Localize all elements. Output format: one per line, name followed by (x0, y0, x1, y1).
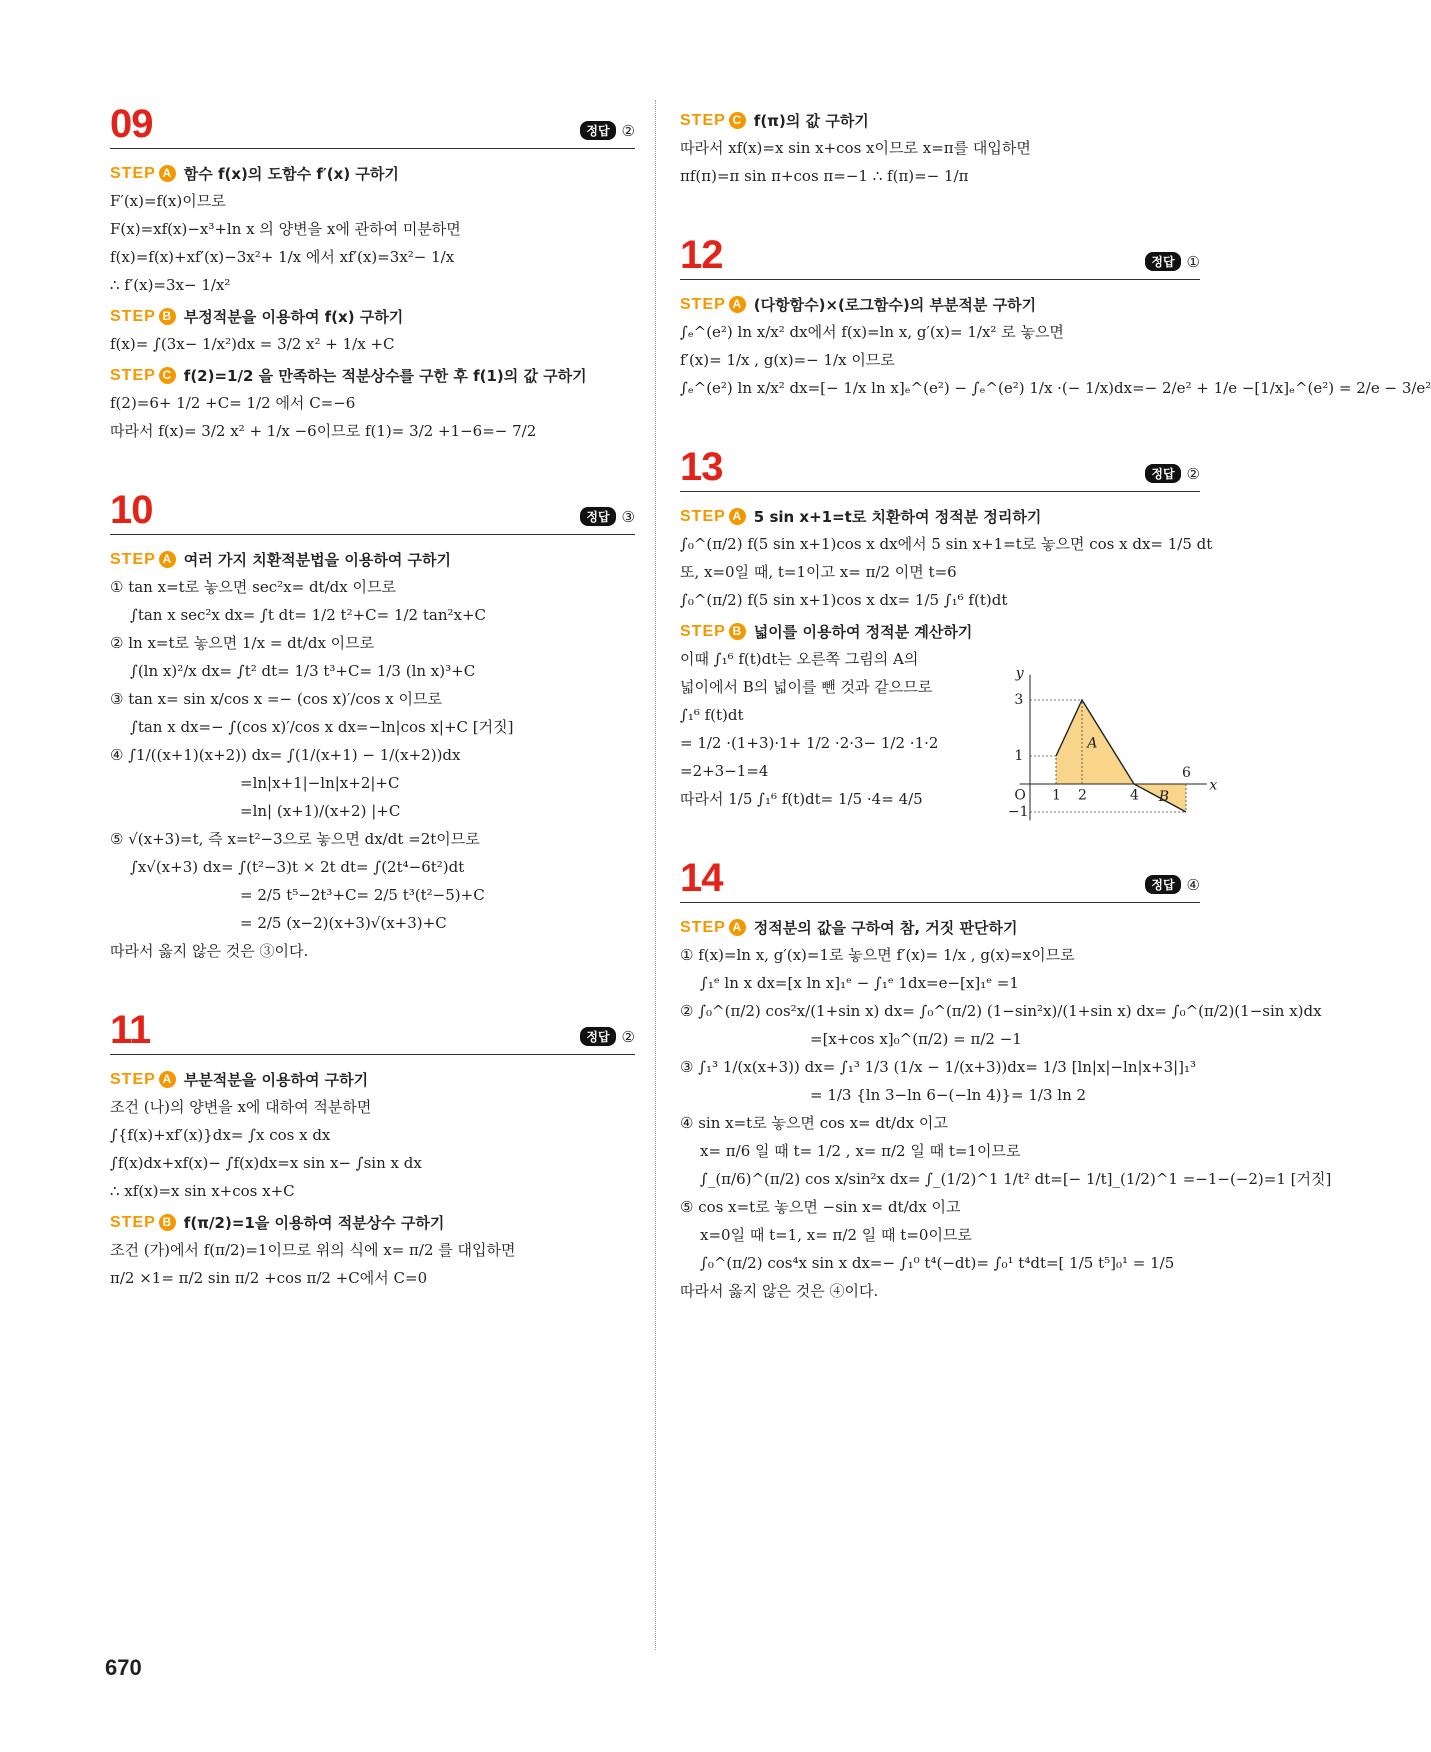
column-divider (655, 100, 656, 1650)
solution-line: = 1/2 ·(1+3)·1+ 1/2 ·2·3− 1/2 ·1·2 (680, 734, 939, 752)
step-letter: A (729, 296, 746, 313)
step-label (680, 296, 746, 314)
answer-value: ② (1186, 464, 1200, 483)
solution-line: ⑤ cos x=t로 놓으면 −sin x= dt/dx 이고 (680, 1198, 961, 1216)
solution-line: πf(π)=π sin π+cos π=−1 ∴ f(π)=− 1/π (680, 167, 969, 185)
solution-line: ∫x√(x+3) dx= ∫(t²−3)t × 2t dt= ∫(2t⁴−6t²)dt (130, 858, 465, 876)
solution-line: ∫_(π/6)^(π/2) cos x/sin²x dx= ∫_(1/2)^1 1/t² dt=[− 1/t]_(1/2)^1 =−1−(−2)=1 [거짓] (700, 1170, 1332, 1188)
x-axis-label: x (1209, 777, 1218, 794)
step-title: 부정적분을 이용하여 f(x) 구하기 (183, 308, 404, 326)
problem-12 (680, 231, 1431, 443)
problem-spacer (680, 193, 1200, 231)
solution-line: =ln|x+1|−ln|x+2|+C (240, 774, 400, 792)
solution-line: 따라서 1/5 ∫₁⁶ f(t)dt= 1/5 ·4= 4/5 (680, 790, 923, 808)
solution-line: 따라서 xf(x)=x sin x+cos x이므로 x=π를 대입하면 (680, 139, 1031, 157)
answer-box (580, 121, 635, 140)
solution-line: f(2)=6+ 1/2 +C= 1/2 에서 C=−6 (110, 394, 356, 412)
answer-box (580, 1027, 635, 1046)
step-heading (110, 1212, 635, 1233)
solution-line: F(x)=xf(x)−x³+ln x 의 양변을 x에 관하여 미분하면 (110, 220, 461, 238)
step-title: 부분적분을 이용하여 구하기 (183, 1071, 369, 1089)
problem-number: 10 (110, 488, 153, 532)
step-heading (680, 506, 1200, 527)
solution-line: f′(x)= 1/x , g(x)=− 1/x 이므로 (680, 351, 895, 369)
problem-11 (110, 1006, 635, 1289)
step-label (110, 367, 176, 385)
y-tick: −1 (1007, 804, 1029, 821)
region-a-label: A (1087, 735, 1098, 752)
solution-line: ② ∫₀^(π/2) cos²x/(1+sin x) dx= ∫₀^(π/2) (1−sin²x)/(1+sin x) dx= ∫₀^(π/2)(1−sin x)dx (680, 1002, 1322, 1020)
problem-header (680, 231, 1200, 280)
step-label (680, 623, 746, 641)
problem-header (110, 1006, 635, 1055)
problem-header (110, 100, 635, 149)
answer-value: ③ (621, 507, 635, 526)
solution-line: ∫₀^(π/2) cos⁴x sin x dx=− ∫₁⁰ t⁴(−dt)= ∫₀¹ t⁴dt=[ 1/5 t⁵]₀¹ = 1/5 (700, 1254, 1175, 1272)
step-heading (110, 163, 635, 184)
x-tick: 2 (1078, 787, 1087, 804)
step-letter: A (159, 551, 176, 568)
solution-line: ∴ f′(x)=3x− 1/x² (110, 276, 231, 294)
step-word: STEP (110, 550, 156, 568)
y-tick: 1 (1014, 748, 1024, 765)
step-word: STEP (110, 366, 156, 384)
origin-label: O (1014, 787, 1026, 804)
solution-line: 넓이에서 B의 넓이를 뺀 것과 같으므로 (680, 678, 933, 696)
y-axis-label: y (1015, 665, 1024, 682)
step-letter: A (159, 165, 176, 182)
solution-line: ① f(x)=ln x, g′(x)=1로 놓으면 f′(x)= 1/x , g(x)=x이므로 (680, 946, 1075, 964)
solution-line: ∫{f(x)+xf′(x)}dx= ∫x cos x dx (110, 1126, 331, 1144)
step-letter: A (159, 1071, 176, 1088)
problem-number: 14 (680, 856, 723, 900)
solution-line: =[x+cos x]₀^(π/2) = π/2 −1 (810, 1030, 1022, 1048)
solution-line: ③ ∫₁³ 1/(x(x+3)) dx= ∫₁³ 1/3 (1/x − 1/(x+3))dx= 1/3 [ln|x|−ln|x+3|]₁³ (680, 1058, 1197, 1076)
step-label (110, 1071, 176, 1089)
answer-box (1145, 252, 1200, 271)
step-heading (680, 294, 1200, 315)
problem-14 (680, 854, 1332, 1302)
step-word: STEP (110, 1070, 156, 1088)
solution-line: x= π/6 일 때 t= 1/2 , x= π/2 일 때 t=1이므로 (700, 1142, 1021, 1160)
solution-line: ∫₁ᵉ ln x dx=[x ln x]₁ᵉ − ∫₁ᵉ 1dx=e−[x]₁ᵉ =1 (700, 974, 1019, 992)
solution-line: ∫₀^(π/2) f(5 sin x+1)cos x dx= 1/5 ∫₁⁶ f(t)dt (680, 591, 1008, 609)
solution-line: ∫tan x sec²x dx= ∫t dt= 1/2 t²+C= 1/2 tan²x+C (130, 606, 487, 624)
step-label (680, 919, 746, 937)
answer-box (1145, 875, 1200, 894)
graph-svg (990, 665, 1218, 826)
step-title: f(π/2)=1을 이용하여 적분상수 구하기 (183, 1214, 445, 1232)
solution-line: =ln| (x+1)/(x+2) |+C (240, 802, 401, 820)
y-tick: 3 (1014, 692, 1024, 709)
region-b-label: B (1158, 788, 1169, 805)
solution-line: ④ sin x=t로 놓으면 cos x= dt/dx 이고 (680, 1114, 948, 1132)
step-heading (680, 621, 1200, 642)
problem-spacer (110, 968, 635, 1006)
solution-line: = 1/3 {ln 3−ln 6−(−ln 4)}= 1/3 ln 2 (810, 1086, 1087, 1104)
problem-number: 11 (110, 1008, 151, 1052)
x-tick: 4 (1130, 787, 1139, 804)
solution-line: = 2/5 t⁵−2t³+C= 2/5 t³(t²−5)+C (240, 886, 485, 904)
solution-line: ∫(ln x)²/x dx= ∫t² dt= 1/3 t³+C= 1/3 (ln x)³+C (130, 662, 476, 680)
problem-number: 09 (110, 102, 153, 146)
problem-13 (680, 443, 1218, 854)
solution-line: f(x)= ∫(3x− 1/x²)dx = 3/2 x² + 1/x +C (110, 335, 395, 353)
solution-line: ③ tan x= sin x/cos x =− (cos x)′/cos x 이므로 (110, 690, 442, 708)
solution-line: ∫f(x)dx+xf(x)− ∫f(x)dx=x sin x− ∫sin x dx (110, 1154, 422, 1172)
solution-line: ② ln x=t로 놓으면 1/x = dt/dx 이므로 (110, 634, 375, 652)
solution-line: ④ ∫1/((x+1)(x+2)) dx= ∫(1/(x+1) − 1/(x+2))dx (110, 746, 461, 764)
solution-line: 따라서 옳지 않은 것은 ④이다. (680, 1282, 879, 1300)
solution-line: 따라서 f(x)= 3/2 x² + 1/x −6이므로 f(1)= 3/2 +1−6=− 7/2 (110, 422, 537, 440)
answer-tag: 정답 (1145, 875, 1180, 894)
step-letter: B (159, 308, 176, 325)
problem-10 (110, 486, 635, 1006)
x-tick: 1 (1052, 787, 1061, 804)
problem-09 (110, 100, 635, 486)
step-title: f(π)의 값 구하기 (753, 112, 869, 130)
step-word: STEP (680, 295, 726, 313)
answer-tag: 정답 (580, 121, 615, 140)
solution-line: π/2 ×1= π/2 sin π/2 +cos π/2 +C에서 C=0 (110, 1269, 428, 1287)
solution-line: ① tan x=t로 놓으면 sec²x= dt/dx 이므로 (110, 578, 396, 596)
solution-line: 조건 (나)의 양변을 x에 대하여 적분하면 (110, 1098, 372, 1116)
step-letter: B (729, 623, 746, 640)
step-word: STEP (680, 507, 726, 525)
solution-line: x=0일 때 t=1, x= π/2 일 때 t=0이므로 (700, 1226, 972, 1244)
step-word: STEP (680, 111, 726, 129)
step-heading (680, 917, 1200, 938)
problem-header (680, 443, 1200, 492)
step-letter: A (729, 919, 746, 936)
solution-line: = 2/5 (x−2)(x+3)√(x+3)+C (240, 914, 447, 932)
answer-tag: 정답 (580, 1027, 615, 1046)
step-label (110, 308, 176, 326)
step-label (110, 165, 176, 183)
left-column (110, 100, 635, 1295)
step-title: 5 sin x+1=t로 치환하여 정적분 정리하기 (753, 508, 1042, 526)
step-heading (110, 549, 635, 570)
step-title: 넓이를 이용하여 정적분 계산하기 (753, 623, 973, 641)
answer-value: ① (1186, 252, 1200, 271)
solution-line: 또, x=0일 때, t=1이고 x= π/2 이면 t=6 (680, 563, 957, 581)
solution-line: ⑤ √(x+3)=t, 즉 x=t²−3으로 놓으면 dx/dt =2t이므로 (110, 830, 480, 848)
step-word: STEP (110, 164, 156, 182)
step-letter: C (159, 367, 176, 384)
solution-line: ∴ xf(x)=x sin x+cos x+C (110, 1182, 295, 1200)
answer-box (580, 507, 635, 526)
problem-number: 13 (680, 445, 723, 489)
solution-line: 이때 ∫₁⁶ f(t)dt는 오른쪽 그림의 A의 (680, 650, 919, 668)
step-heading (110, 1069, 635, 1090)
step-label (680, 112, 746, 130)
problem-spacer (680, 405, 1200, 443)
step-label (680, 508, 746, 526)
step-title: 함수 f(x)의 도함수 f′(x) 구하기 (183, 165, 399, 183)
step-label (110, 551, 176, 569)
answer-tag: 정답 (1145, 252, 1180, 271)
solution-line: 조건 (가)에서 f(π/2)=1이므로 위의 식에 x= π/2 를 대입하면 (110, 1241, 516, 1259)
step-title: f(2)=1/2 을 만족하는 적분상수를 구한 후 f(1)의 값 구하기 (183, 367, 587, 385)
step-heading (110, 365, 635, 386)
x-tick: 6 (1182, 765, 1191, 781)
solution-line: ∫₁⁶ f(t)dt (680, 706, 744, 724)
problem-header (680, 854, 1200, 903)
solution-line: ∫tan x dx=− ∫(cos x)′/cos x dx=−ln|cos x|+C [거짓] (130, 718, 514, 736)
solution-line: F′(x)=f(x)이므로 (110, 192, 226, 210)
solution-line: ∫₀^(π/2) f(5 sin x+1)cos x dx에서 5 sin x+1=t로 놓으면 cos x dx= 1/5 dt (680, 535, 1213, 553)
problem-header (110, 486, 635, 535)
solution-line: =2+3−1=4 (680, 762, 769, 780)
answer-value: ② (621, 121, 635, 140)
answer-tag: 정답 (580, 507, 615, 526)
step-word: STEP (110, 1213, 156, 1231)
page-number: 670 (105, 1655, 142, 1680)
problem-spacer (110, 448, 635, 486)
solution-line: ∫ₑ^(e²) ln x/x² dx=[− 1/x ln x]ₑ^(e²) − ∫ₑ^(e²) 1/x ·(− 1/x)dx=− 2/e² + 1/e −[1/x]ₑ^(e²) = 2/e − 3/e² (680, 379, 1431, 397)
step-heading (680, 110, 1200, 131)
solution-line: 따라서 옳지 않은 것은 ③이다. (110, 942, 309, 960)
step-label (110, 1214, 176, 1232)
step-word: STEP (110, 307, 156, 325)
answer-box (1145, 464, 1200, 483)
problem-number: 12 (680, 233, 723, 277)
step-title: 정적분의 값을 구하여 참, 거짓 판단하기 (753, 919, 1018, 937)
step-letter: A (729, 508, 746, 525)
step-word: STEP (680, 918, 726, 936)
answer-value: ④ (1186, 875, 1200, 894)
step-letter: B (159, 1214, 176, 1231)
step-word: STEP (680, 622, 726, 640)
right-column (680, 100, 1431, 1308)
problem-cont (680, 110, 1200, 231)
step-heading (110, 306, 635, 327)
step-title: 여러 가지 치환적분법을 이용하여 구하기 (183, 551, 452, 569)
answer-value: ② (621, 1027, 635, 1046)
solution-line: ∫ₑ^(e²) ln x/x² dx에서 f(x)=ln x, g′(x)= 1/x² 로 놓으면 (680, 323, 1064, 341)
step-letter: C (729, 112, 746, 129)
step-title: (다항함수)×(로그함수)의 부분적분 구하기 (753, 296, 1037, 314)
answer-tag: 정답 (1145, 464, 1180, 483)
solution-line: f(x)=f(x)+xf′(x)−3x²+ 1/x 에서 xf′(x)=3x²− 1/x (110, 248, 455, 266)
